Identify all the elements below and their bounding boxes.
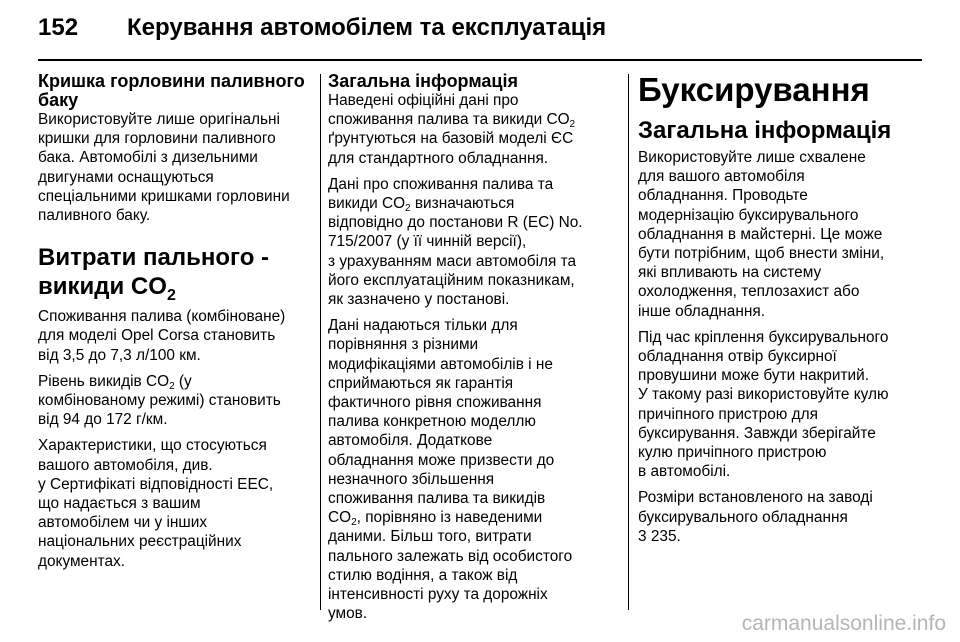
paragraph-official-data: Наведені офіційні дані про споживання палива та викиди $CO_2$ ґрунтуються на базовій моделі ЄС для стандартного обладнання. [328,92,576,167]
column-divider-2 [628,74,629,610]
paragraph-dimensions: Розміри встановленого на заводі буксирувального обладнання 3 235. [638,489,873,545]
page-reference-link[interactable]: 235. [646,527,681,545]
paragraph-towing-equipment: Використовуйте лише схвалене для вашого автомобіля обладнання. Проводьте модернізацію буксирувального обладнання в майстерні. Це може бути потрібним, щоб внести зміни, які впливають на систему охолодження, теплозахист або інше обладнання. [638,149,885,320]
section-title-towing-general: Загальна інформація [638,117,892,144]
paragraph-consumption: Споживання палива (комбіноване) для моделі Opel Corsa становить від 3,5 до 7,3 л/100 км. [38,308,286,364]
paragraph-towing-eye: Під час кріплення буксирувального обладнання отвір буксирної провушини може бути накритий. У такому разі використовуйте кулю причіпного пристрою для буксирування. Завжди зберігайте кулю причіпного пристрою в автомобілі. [638,328,889,481]
column-3 [638,72,920,546]
page-reference-icon: 3 [638,527,647,545]
header-rule [38,59,922,61]
paragraph-regulation: Дані про споживання палива та викиди $CO_2$ визначаються відповідно до постанови R (EC) No. 715/2007 (у її чинній версії), з урахуванням маси автомобіля та його експлуатаційним показникам, як зазначено у постанові. [328,175,583,309]
paragraph-co2-level: Рівень викидів $CO_2$ (у комбінованому режимі) становить від 94 до 172 г/км. [38,372,281,429]
page-number: 152 [38,14,79,41]
paragraph-fuel-cap: Використовуйте лише оригінальні кришки для горловини паливного бака. Автомобілі з дизельними двигунами оснащуються спеціальними кришками горловини паливного баку. [38,111,290,225]
section-title-consumption: Витрати пального - викиди $CO_2$ [38,244,270,305]
column-2 [328,72,600,623]
column-1 [38,72,310,571]
section-title-general-info: Загальна інформація [328,71,518,91]
chapter-title-towing: Буксирування [638,71,870,108]
column-divider-1 [320,74,321,610]
watermark: carmanualsonline.info [741,612,946,635]
page-header [38,14,922,54]
section-title-fuel-cap: Кришка горловини паливного баку [38,71,305,110]
paragraph-characteristics: Характеристики, що стосуються вашого автомобіля, див. у Сертифікаті відповідності EEC, що надається з вашим автомобілем чи у інших національних реєстраційних документах. [38,437,274,570]
running-title: Керування автомобілем та експлуатація [127,14,607,41]
paragraph-comparison: Дані надаються тільки для порівняння з різними модифікаціями автомобілів і не сприймаються як гарантія фактичного рівня споживання палива конкретною моделлю автомобіля. Додаткове обладнання може призвести до незначного збільшення споживання палива та викидів $CO_2$, порівняно із наведеними даними. Більш того, витрати пального залежать від особистого стилю водіння, а також від інтенсивності руху та дорожніх умов. [328,317,573,623]
